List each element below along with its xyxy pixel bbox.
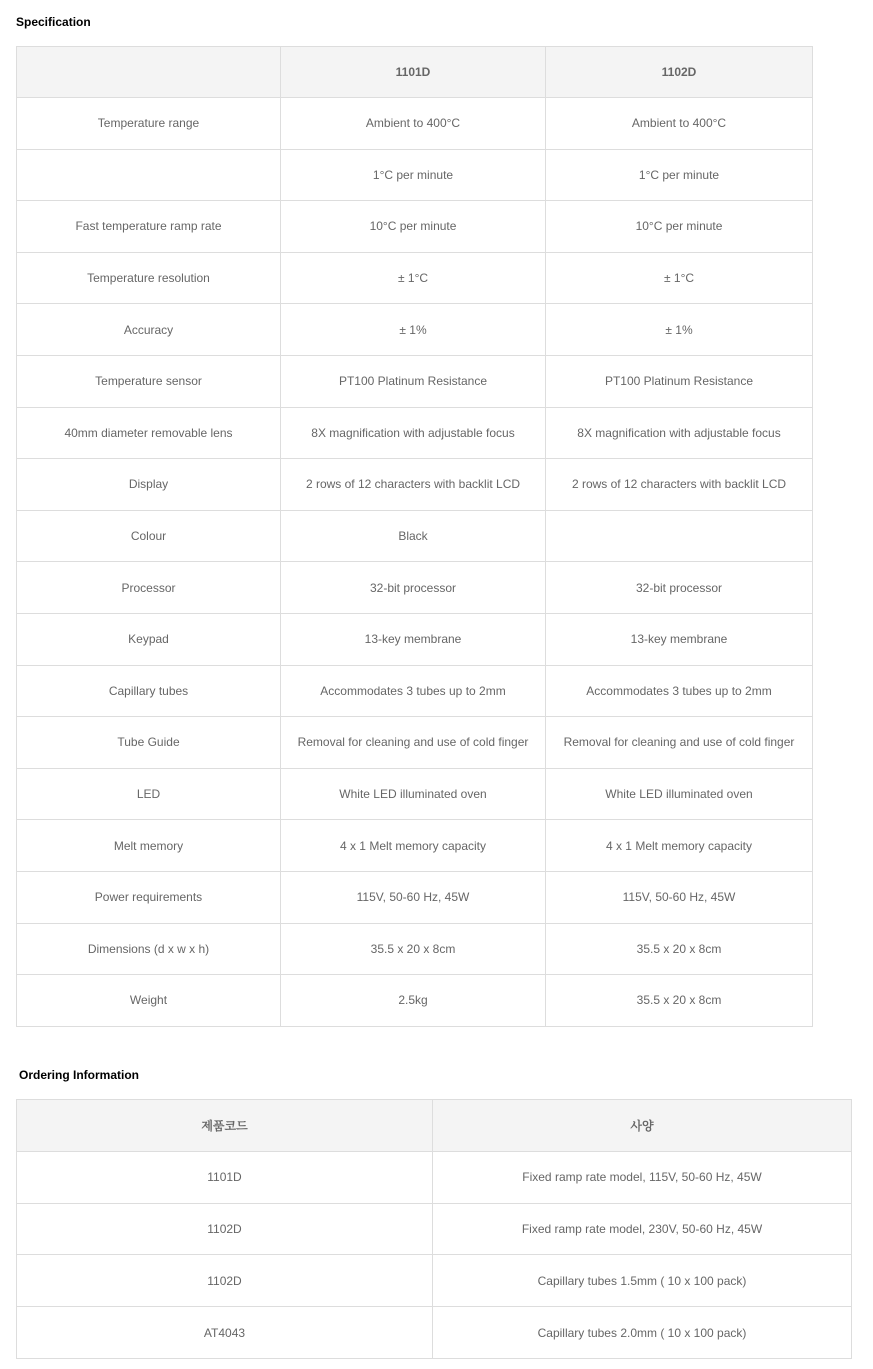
spec-1101d-cell: Accommodates 3 tubes up to 2mm: [281, 665, 546, 717]
spec-1101d-cell: PT100 Platinum Resistance: [281, 355, 546, 407]
ordering-title: Ordering Information: [19, 1068, 139, 1082]
spec-1101d-cell: Black: [281, 510, 546, 562]
spec-1102d-cell: 115V, 50-60 Hz, 45W: [546, 871, 813, 923]
spec-row: [17, 510, 813, 562]
spec-1102d-cell: 4 x 1 Melt memory capacity: [546, 820, 813, 872]
order-spec-cell: Fixed ramp rate model, 115V, 50-60 Hz, 45W: [433, 1151, 852, 1203]
spec-label-cell: Temperature range: [17, 98, 281, 150]
order-header-row: [17, 1100, 852, 1152]
spec-label-cell: Display: [17, 459, 281, 511]
spec-1102d-cell: Removal for cleaning and use of cold finger: [546, 717, 813, 769]
order-spec-cell: Capillary tubes 1.5mm ( 10 x 100 pack): [433, 1255, 852, 1307]
spec-1102d-cell: PT100 Platinum Resistance: [546, 355, 813, 407]
spec-1101d-cell: 10°C per minute: [281, 201, 546, 253]
spec-1101d-cell: 4 x 1 Melt memory capacity: [281, 820, 546, 872]
spec-label-cell: Dimensions (d x w x h): [17, 923, 281, 975]
spec-1101d-cell: 2.5kg: [281, 975, 546, 1027]
spec-row: [17, 923, 813, 975]
spec-1102d-cell: 35.5 x 20 x 8cm: [546, 975, 813, 1027]
spec-1101d-cell: 35.5 x 20 x 8cm: [281, 923, 546, 975]
order-code-cell: 1102D: [17, 1255, 433, 1307]
spec-label-cell: [17, 149, 281, 201]
order-row: [17, 1151, 852, 1203]
spec-row: [17, 562, 813, 614]
spec-row: [17, 355, 813, 407]
spec-1102d-cell: White LED illuminated oven: [546, 768, 813, 820]
spec-1102d-cell: [546, 510, 813, 562]
spec-label-cell: Processor: [17, 562, 281, 614]
spec-row: [17, 304, 813, 356]
spec-1101d-cell: 2 rows of 12 characters with backlit LCD: [281, 459, 546, 511]
spec-label-cell: Tube Guide: [17, 717, 281, 769]
order-spec-cell: Fixed ramp rate model, 230V, 50-60 Hz, 45W: [433, 1203, 852, 1255]
spec-1101d-cell: 1°C per minute: [281, 149, 546, 201]
spec-1102d-cell: 8X magnification with adjustable focus: [546, 407, 813, 459]
spec-row: [17, 975, 813, 1027]
spec-1102d-cell: 2 rows of 12 characters with backlit LCD: [546, 459, 813, 511]
spec-1102d-cell: ± 1%: [546, 304, 813, 356]
ordering-table: [16, 1099, 852, 1359]
spec-1101d-cell: ± 1%: [281, 304, 546, 356]
spec-row: [17, 717, 813, 769]
spec-1102d-cell: ± 1°C: [546, 252, 813, 304]
spec-label-cell: Colour: [17, 510, 281, 562]
order-row: [17, 1307, 852, 1359]
order-header-spec: 사양: [433, 1100, 852, 1152]
spec-1102d-cell: 10°C per minute: [546, 201, 813, 253]
spec-1101d-cell: 115V, 50-60 Hz, 45W: [281, 871, 546, 923]
spec-1101d-cell: Ambient to 400°C: [281, 98, 546, 150]
spec-1101d-cell: 13-key membrane: [281, 613, 546, 665]
spec-label-cell: Weight: [17, 975, 281, 1027]
spec-1102d-cell: 13-key membrane: [546, 613, 813, 665]
spec-1102d-cell: 1°C per minute: [546, 149, 813, 201]
order-spec-cell: Capillary tubes 2.0mm ( 10 x 100 pack): [433, 1307, 852, 1359]
order-code-cell: AT4043: [17, 1307, 433, 1359]
order-row: [17, 1203, 852, 1255]
spec-1101d-cell: 8X magnification with adjustable focus: [281, 407, 546, 459]
order-code-cell: 1102D: [17, 1203, 433, 1255]
spec-label-cell: Temperature sensor: [17, 355, 281, 407]
spec-row: [17, 149, 813, 201]
spec-row: [17, 201, 813, 253]
spec-label-cell: Fast temperature ramp rate: [17, 201, 281, 253]
spec-row: [17, 98, 813, 150]
spec-1101d-cell: White LED illuminated oven: [281, 768, 546, 820]
spec-header-1101d: 1101D: [281, 47, 546, 98]
spec-label-cell: Temperature resolution: [17, 252, 281, 304]
spec-label-cell: Melt memory: [17, 820, 281, 872]
spec-row: [17, 768, 813, 820]
spec-label-cell: Accuracy: [17, 304, 281, 356]
spec-1102d-cell: Ambient to 400°C: [546, 98, 813, 150]
specification-table: [16, 46, 813, 1027]
order-header-code: 제품코드: [17, 1100, 433, 1152]
spec-1102d-cell: 32-bit processor: [546, 562, 813, 614]
specification-title: Specification: [16, 15, 91, 29]
order-code-cell: 1101D: [17, 1151, 433, 1203]
spec-label-cell: 40mm diameter removable lens: [17, 407, 281, 459]
spec-label-cell: Keypad: [17, 613, 281, 665]
spec-header-1102d: 1102D: [546, 47, 813, 98]
spec-label-cell: LED: [17, 768, 281, 820]
spec-1102d-cell: 35.5 x 20 x 8cm: [546, 923, 813, 975]
spec-row: [17, 665, 813, 717]
spec-row: [17, 459, 813, 511]
spec-row: [17, 820, 813, 872]
spec-label-cell: Power requirements: [17, 871, 281, 923]
spec-row: [17, 871, 813, 923]
spec-row: [17, 252, 813, 304]
spec-header-blank: [17, 47, 281, 98]
spec-1101d-cell: ± 1°C: [281, 252, 546, 304]
spec-row: [17, 613, 813, 665]
spec-label-cell: Capillary tubes: [17, 665, 281, 717]
spec-1101d-cell: 32-bit processor: [281, 562, 546, 614]
spec-row: [17, 407, 813, 459]
spec-1101d-cell: Removal for cleaning and use of cold finger: [281, 717, 546, 769]
order-row: [17, 1255, 852, 1307]
spec-1102d-cell: Accommodates 3 tubes up to 2mm: [546, 665, 813, 717]
spec-header-row: [17, 47, 813, 98]
